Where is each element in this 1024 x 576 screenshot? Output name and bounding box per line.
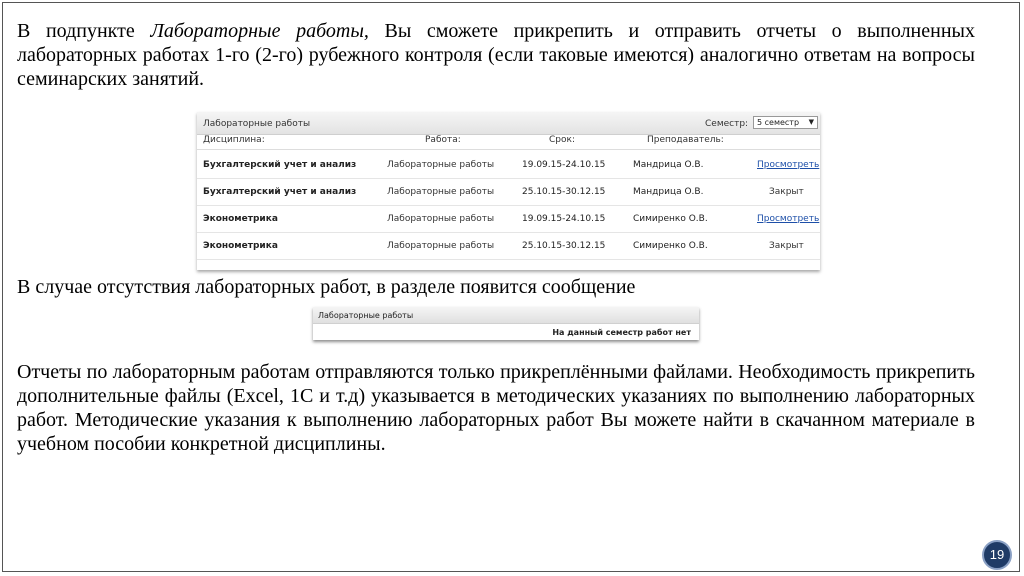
absence-paragraph: В случае отсутствия лабораторных работ, в разделе появится сообщение: [17, 276, 636, 298]
row-discipline: Эконометрика: [203, 241, 278, 251]
intro-emphasis: Лабораторные работы,: [150, 20, 369, 42]
row-discipline: Бухгалтерский учет и анализ: [203, 160, 357, 170]
dropdown-arrow-icon: ▼: [808, 118, 814, 126]
empty-labs-title: Лабораторные работы: [318, 311, 414, 320]
view-link[interactable]: Просмотреть: [757, 214, 820, 224]
table-row: [197, 152, 820, 179]
row-teacher: Симиренко О.В.: [633, 214, 708, 224]
semester-value: 5 семестр: [757, 118, 800, 127]
row-dates: 19.09.15-24.10.15: [522, 214, 606, 224]
labs-table-screenshot: [197, 112, 820, 270]
header-work: Работа:: [425, 135, 461, 145]
closed-status: Закрыт: [769, 241, 804, 251]
labs-table-title: Лабораторные работы: [203, 119, 311, 129]
empty-labs-message: На данный семестр работ нет: [552, 328, 691, 337]
row-discipline: Бухгалтерский учет и анализ: [203, 187, 357, 197]
row-discipline: Эконометрика: [203, 214, 278, 224]
row-dates: 25.10.15-30.12.15: [522, 187, 606, 197]
intro-post: Вы сможете прикрепить и отправить отчеты о выполненных лабораторных работах 1-го (2-го) рубежного контроля (если таковые имеются) аналогично ответам на вопросы семинарских занятий.: [17, 20, 975, 90]
intro-pre: В подпункте: [17, 20, 151, 42]
labs-table-header: [197, 112, 820, 135]
header-teacher: Преподаватель:: [647, 135, 724, 145]
table-row: [197, 179, 820, 206]
row-work: Лабораторные работы: [387, 241, 495, 251]
row-teacher: Мандрица О.В.: [633, 160, 704, 170]
table-row: [197, 233, 820, 260]
semester-select[interactable]: [753, 116, 818, 129]
reports-paragraph: Отчеты по лабораторным работам отправляются только прикреплёнными файлами. Необходимость прикрепить дополнительные файлы (Excel, 1С и т.д) указывается в методических указаниях по выполнению лабораторных работ. Методические указания к выполнению лабораторных работ Вы можете найти в скачанном материале в учебном пособии конкретной дисциплины.: [17, 361, 975, 455]
view-link[interactable]: Просмотреть: [757, 160, 820, 170]
row-work: Лабораторные работы: [387, 214, 495, 224]
header-dates: Срок:: [549, 135, 575, 145]
header-discipline: Дисциплина:: [203, 135, 265, 145]
closed-status: Закрыт: [769, 187, 804, 197]
row-teacher: Мандрица О.В.: [633, 187, 704, 197]
empty-labs-header: [313, 307, 699, 324]
page-number-badge: 19: [982, 540, 1012, 570]
intro-paragraph: [17, 19, 975, 91]
table-row: [197, 206, 820, 233]
table-column-headers: [197, 135, 820, 150]
row-dates: 19.09.15-24.10.15: [522, 160, 606, 170]
row-dates: 25.10.15-30.12.15: [522, 241, 606, 251]
empty-labs-screenshot: [313, 307, 699, 340]
row-work: Лабораторные работы: [387, 187, 495, 197]
row-teacher: Симиренко О.В.: [633, 241, 708, 251]
row-work: Лабораторные работы: [387, 160, 495, 170]
semester-label: Семестр:: [705, 119, 749, 129]
